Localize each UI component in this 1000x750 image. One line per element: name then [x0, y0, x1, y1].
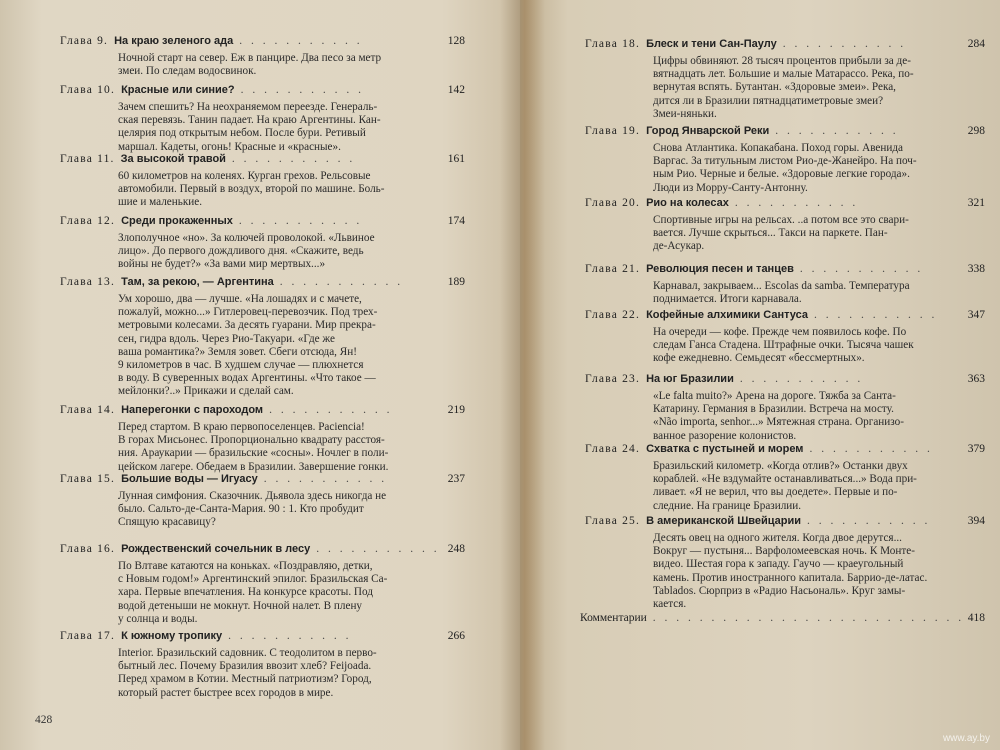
toc-entry	[585, 125, 985, 195]
summary-line: метровыми колесами. За десять гуарани. Мир прекра-	[118, 319, 376, 332]
summary-line: Спящую красавицу?	[118, 516, 216, 529]
summary-line: Ночной старт на север. Еж в панцире. Два песо за метр	[118, 52, 382, 64]
chapter-title: Большие воды — Игуасу	[121, 473, 258, 485]
summary-line: ливает. «Я не верил, что вы доедете». Первые и по-	[653, 486, 898, 499]
chapter-summary	[653, 55, 943, 121]
summary-line: водой детеныши не мокнут. Ночной налет. В плену	[118, 599, 363, 612]
summary-line: Змеи-няньки.	[653, 107, 717, 120]
leader-dots: . . . . . . . . . . .	[238, 215, 363, 227]
chapter-title: Рождественский сочельник в лесу	[121, 543, 311, 555]
chapter-summary	[653, 280, 943, 306]
summary-line: камень. Против инострaнного капитала. Баррио-де-латас.	[653, 571, 928, 584]
summary-line: Перед храмом в Котии. Местный патриотизм? Город,	[118, 673, 372, 686]
leader-dots: . . . . . . . . . . .	[239, 35, 363, 47]
toc-entry-heading	[585, 443, 985, 460]
chapter-title: Город Январской Реки	[646, 125, 770, 137]
chapter-summary	[653, 460, 943, 513]
chapter-number: Глава 19.	[585, 125, 641, 137]
summary-line: хара. Первые впечатления. На конкурсе красоты. Под	[118, 586, 373, 599]
leader-dots: . . . . . . . . . . .	[807, 515, 931, 527]
chapter-number: Глава 18.	[585, 38, 641, 50]
chapter-title: К южному тропику	[121, 630, 223, 642]
toc-entry	[585, 515, 985, 611]
chapter-number: Глава 21.	[585, 263, 641, 275]
page-number: 321	[967, 197, 985, 209]
toc-entry	[60, 84, 465, 154]
leader-dots: . . . . . . . . . . .	[782, 38, 907, 50]
chapter-number: Глава 10.	[60, 84, 116, 96]
page-number: 284	[967, 38, 985, 50]
summary-line: следние. На границе Бразилии.	[653, 499, 802, 512]
summary-line: Люди из Морру-Санту-Антонну.	[653, 181, 808, 194]
summary-line: шие и маленькие.	[118, 196, 203, 209]
chapter-number: Глава 13.	[60, 276, 116, 288]
leader-dots: . . . . . . . . . . .	[775, 125, 899, 137]
chapter-number: Глава 24.	[585, 443, 641, 455]
summary-line: бытный лес. Почему Бразилия ввозит хлеб? Feijoada.	[118, 660, 372, 673]
toc-entry-heading	[60, 630, 465, 647]
summary-line: Варгас. За титульным листом Рио-де-Жанейро. На поч-	[653, 155, 917, 168]
page-number: 266	[447, 630, 465, 642]
summary-line: змеи. По следам водосвинок.	[118, 65, 257, 78]
toc-entry	[585, 263, 985, 306]
chapter-title: На юг Бразилии	[646, 373, 734, 385]
summary-line: Катарину. Германия в Бразилии. Встреча на мосту.	[653, 403, 894, 416]
chapter-title: Красные или синие?	[121, 84, 235, 96]
summary-line: кается.	[653, 598, 687, 611]
chapter-summary	[118, 560, 423, 626]
toc-entry	[585, 443, 985, 513]
chapter-title: Блеск и тени Сан-Паулу	[646, 38, 777, 50]
toc-entry	[585, 373, 985, 443]
chapter-summary	[653, 326, 943, 366]
chapter-summary	[653, 390, 943, 443]
toc-entry	[60, 404, 465, 474]
summary-line: Цифры обвиняют. 28 тысяч процентов прибыли за де-	[653, 55, 911, 67]
leader-dots: . . . . . . . . . . .	[231, 153, 356, 165]
summary-line: кофе ежедневно. Семьдесят «бессмертных».	[653, 352, 865, 365]
summary-line: у солнца и воды.	[118, 612, 198, 625]
chapter-title: Кофейные алхимики Сантуса	[646, 309, 808, 321]
summary-line: де-Асукар.	[653, 240, 705, 253]
toc-entry-heading	[585, 38, 985, 55]
page-number: 237	[447, 473, 465, 485]
leader-dots: . . . . . . . . . . .	[809, 443, 933, 455]
chapter-summary	[118, 421, 423, 474]
summary-line: «Le falta muito?» Арена на дороге. Тяжба за Санта-	[653, 390, 896, 402]
summary-line: следам Ганса Стадена. Штрафные очки. Тысяча чашек	[653, 339, 914, 352]
summary-line: Вокруг — пустыня... Варфоломеевская ночь. К Монте-	[653, 545, 915, 558]
chapter-title: Наперегонки с пароходом	[121, 404, 264, 416]
summary-line: ванное разорение колонистов.	[653, 429, 797, 442]
toc-entry-heading	[585, 125, 985, 142]
summary-line: вернутая вспять. Бутантан. «Здоровые змеи». Река,	[653, 81, 896, 94]
chapter-summary	[653, 532, 943, 611]
leader-dots: . . . . . . . . . . .	[734, 197, 859, 209]
chapter-summary	[118, 232, 423, 272]
chapter-number: Глава 16.	[60, 543, 116, 555]
page-number: 347	[967, 309, 985, 321]
chapter-number: Глава 23.	[585, 373, 641, 385]
leader-dots: . . . . . . . . . . .	[269, 404, 393, 416]
toc-entry-heading	[60, 276, 465, 293]
toc-entry-heading	[585, 197, 985, 214]
summary-line: ваша романтика?» Земля зовет. Сбеги отсюда, Ян!	[118, 345, 357, 358]
summary-line: мейлонки?..» Прикажи и сделай сам.	[118, 385, 294, 398]
summary-line: в воду. В суверенных водах Аргентины. «Что такое —	[118, 372, 376, 385]
chapter-summary	[653, 214, 943, 254]
page-number: 161	[447, 153, 465, 165]
toc-entry	[60, 153, 465, 210]
chapter-summary	[118, 52, 423, 78]
summary-line: Снова Атлантика. Копакабана. Поход горы. Авенида	[653, 142, 904, 154]
page-folio: 428	[35, 714, 53, 726]
summary-line: 60 километров на коленях. Курган грехов. Рельсовые	[118, 170, 371, 182]
summary-line: видео. Шестая гора к западу. Гаучо — краеугольный	[653, 558, 904, 571]
comments-page: 418	[967, 612, 985, 624]
chapter-title: Рио на колесах	[646, 197, 729, 209]
summary-line: автомобили. Первый в воздух, второй по машине. Боль-	[118, 183, 385, 196]
comments-label: Комментарии	[580, 612, 647, 624]
chapter-title: На краю зеленого ада	[114, 35, 234, 47]
summary-line: На очереди — кофе. Прежде чем появилось кофе. По	[653, 326, 907, 338]
chapter-summary	[118, 647, 423, 700]
page-number: 142	[447, 84, 465, 96]
leader-dots: . . . . . . . . . . .	[814, 309, 938, 321]
page-number: 379	[967, 443, 985, 455]
toc-entry-heading	[585, 309, 985, 326]
summary-line: Карнавал, закрываем... Escolas da samba. Температура	[653, 280, 910, 292]
chapter-number: Глава 14.	[60, 404, 116, 416]
summary-line: ская перевязь. Танин падает. На краю Аргентины. Кан-	[118, 114, 381, 127]
summary-line: Злополучное «но». За колючей проволокой. «Львиное	[118, 232, 375, 244]
summary-line: Ум хорошо, два — лучше. «На лошадях и с мачете,	[118, 293, 362, 305]
summary-line: ным Рио. Черные и белые. «Здоровые легкие города».	[653, 168, 910, 181]
chapter-number: Глава 20.	[585, 197, 641, 209]
toc-entry	[60, 276, 465, 399]
summary-line: целярия под открытым небом. После бури. Ретивый	[118, 127, 366, 140]
summary-line: Interior. Бразильский садовник. С теодолитом в перво-	[118, 647, 377, 659]
toc-entry	[60, 543, 465, 626]
right-page	[520, 0, 1000, 750]
summary-line: 9 километров в час. В худшем случае — плюхнется	[118, 359, 364, 372]
summary-line: войны не будет?» «За вами мир мертвых...»	[118, 258, 326, 271]
chapter-summary	[118, 293, 423, 399]
page-number: 174	[447, 215, 465, 227]
summary-line: Десять овец на одного жителя. Когда двое дерутся...	[653, 532, 902, 544]
leader-dots: . . . . . . . . . . .	[316, 543, 440, 555]
toc-entry-heading	[585, 373, 985, 390]
toc-entry	[585, 197, 985, 254]
toc-entry	[60, 473, 465, 530]
page-number: 363	[967, 373, 985, 385]
summary-line: маршал. Кадеты, огонь! Красные и «красные».	[118, 140, 341, 153]
toc-entry	[585, 38, 985, 121]
chapter-summary	[118, 170, 423, 210]
summary-line: Бразильский километр. «Когда отлив?» Останки двух	[653, 460, 908, 472]
page-number: 219	[447, 404, 465, 416]
summary-line: Лунная симфония. Сказочник. Дьявола здесь никогда не	[118, 490, 387, 502]
chapter-number: Глава 17.	[60, 630, 116, 642]
chapter-number: Глава 22.	[585, 309, 641, 321]
page-number: 248	[447, 543, 465, 555]
chapter-number: Глава 9.	[60, 35, 109, 47]
chapter-title: В американской Швейцарии	[646, 515, 802, 527]
leader-dots: . . . . . . . . . . .	[739, 373, 864, 385]
leader-dots: . . . . . . . . . . .	[279, 276, 404, 288]
summary-line: сен, гидра вдоль. Через Рио-Такуари. «Где же	[118, 332, 335, 345]
summary-line: Tablados. Сюрприз в «Радио Насьональ». Круг замы-	[653, 584, 906, 597]
toc-entry-heading	[60, 84, 465, 101]
page-number: 189	[447, 276, 465, 288]
chapter-summary	[653, 142, 943, 195]
toc-entry-heading	[60, 543, 465, 560]
chapter-summary	[118, 490, 423, 530]
page-number: 394	[967, 515, 985, 527]
toc-entry-heading	[60, 473, 465, 490]
chapter-number: Глава 12.	[60, 215, 116, 227]
summary-line: Перед стартом. В краю первопоселенцев. Paciencia!	[118, 421, 365, 433]
toc-entry	[60, 35, 465, 78]
comments-entry	[580, 612, 985, 624]
leader-dots: . . . . . . . . . . .	[228, 630, 352, 642]
toc-entry-heading	[585, 263, 985, 280]
summary-line: «Não importa, senhor...» Мятежная страна. Организо-	[653, 416, 904, 429]
chapter-title: Там, за рекою, — Аргентина	[121, 276, 274, 288]
toc-entry-heading	[60, 153, 465, 170]
toc-entry-heading	[585, 515, 985, 532]
chapter-title: Схватка с пустыней и морем	[646, 443, 804, 455]
summary-line: В горах Мисьонес. Пропорционально квадрату расстоя-	[118, 434, 385, 447]
chapter-title: Среди прокаженных	[121, 215, 233, 227]
toc-entry-heading	[60, 404, 465, 421]
leader-dots: . . . . . . . . . . . . . . . . . . . . . . . . . . .	[652, 612, 965, 624]
chapter-title: Революция песен и танцев	[646, 263, 794, 275]
toc-entry	[60, 215, 465, 272]
chapter-summary	[118, 101, 423, 154]
summary-line: Спортивные игры на рельсах. ..а потом все это свари-	[653, 214, 909, 226]
summary-line: поднимается. Итоги карнавала.	[653, 293, 802, 306]
summary-line: По Влтаве катаются на коньках. «Поздравляю, детки,	[118, 560, 373, 572]
summary-line: дится ли в Бразилии пятнадцатиметровые змеи?	[653, 94, 884, 107]
chapter-number: Глава 25.	[585, 515, 641, 527]
page-number: 338	[967, 263, 985, 275]
summary-line: цейском лагере. Обедаем в Бразилии. Завершение гонки.	[118, 460, 389, 473]
leader-dots: . . . . . . . . . . .	[799, 263, 924, 275]
leader-dots: . . . . . . . . . . .	[240, 84, 365, 96]
toc-entry	[585, 309, 985, 366]
toc-entry-heading	[60, 35, 465, 52]
toc-entry-heading	[60, 215, 465, 232]
summary-line: пожалуй, можно...» Гитлеровец-перевозчик. Под трех-	[118, 306, 378, 319]
summary-line: вятнадцать лет. Большие и малые Матарассо. Река, по-	[653, 68, 914, 81]
summary-line: было. Сальто-де-Санта-Мария. 90 : 1. Кто пробудит	[118, 503, 364, 516]
page-number: 128	[447, 35, 465, 47]
chapter-number: Глава 15.	[60, 473, 116, 485]
chapter-title: За высокой травой	[120, 153, 226, 165]
watermark: www.ay.by	[942, 733, 990, 744]
summary-line: который растет быстрее всех городов в мире.	[118, 686, 334, 699]
chapter-number: Глава 11.	[60, 153, 115, 165]
leader-dots: . . . . . . . . . . .	[263, 473, 388, 485]
summary-line: ния. Араукарии — бразильские «сосны». Ночлег в поли-	[118, 447, 389, 460]
summary-line: с Новым годом!» Аргентинский эпилог. Бразильская Са-	[118, 573, 388, 586]
summary-line: кораблей. «Не вздумайте останавливаться...» Вода при-	[653, 473, 917, 486]
summary-line: Зачем спешить? На неохраняемом переезде. Генераль-	[118, 101, 378, 113]
page-number: 298	[967, 125, 985, 137]
summary-line: лицо». До первого дождливого дня. «Скажите, ведь	[118, 245, 364, 258]
toc-entry	[60, 630, 465, 700]
summary-line: вается. Лучше скрыться... Такси на паркете. Пан-	[653, 227, 888, 240]
